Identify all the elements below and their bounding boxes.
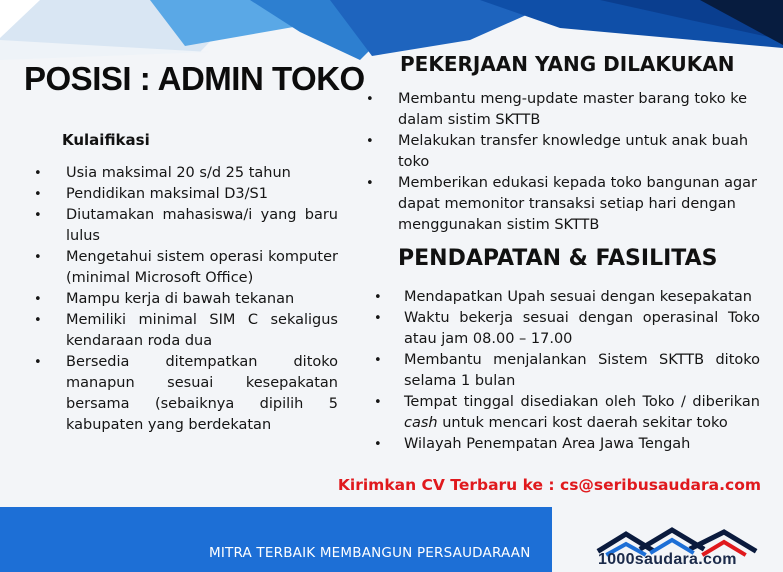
list-item: • Mampu kerja di bawah tekanan [66, 289, 338, 310]
list-item: • Memberikan edukasi kepada toko bangunan agar dapat memonitor transaksi setiap hari dengan menggunakan sistim SKTTB [366, 175, 758, 233]
cv-email-cta: Kirimkan CV Terbaru ke : cs@seribusaudara.com [337, 476, 761, 494]
qualifications-list [34, 163, 338, 436]
bullet-icon: • [34, 313, 42, 328]
italic-text: cash [404, 415, 438, 431]
work-list [366, 89, 758, 236]
bullet-icon: • [374, 290, 382, 305]
bullet-icon: • [34, 355, 42, 370]
list-item: • Diutamakan mahasiswa/i yang baru lulus [34, 207, 338, 244]
work-heading: PEKERJAAN YANG DILAKUKAN [400, 52, 735, 76]
list-item: • Wilayah Penempatan Area Jawa Tengah [404, 434, 760, 455]
income-list [374, 287, 760, 455]
list-item: • Mendapatkan Upah sesuai dengan kesepakatan [404, 287, 760, 308]
bullet-icon: • [34, 292, 42, 307]
bullet-icon: • [366, 176, 374, 191]
list-item: • Membantu meng-update master barang toko ke dalam sistim SKTTB [366, 91, 748, 128]
list-item: • Usia maksimal 20 s/d 25 tahun [66, 163, 338, 184]
list-item: • Melakukan transfer knowledge untuk anak buah toko [366, 133, 749, 170]
list-item: • Bersedia ditempatkan ditoko manapun sesuai kesepakatan bersama (sebaiknya dipilih 5 kabupaten yang berdekatan [34, 354, 338, 433]
bullet-icon: • [374, 437, 382, 452]
list-item: • Pendidikan maksimal D3/S1 [66, 184, 338, 205]
list-item: • Tempat tinggal disediakan oleh Toko / diberikan cash untuk mencari kost daerah sekitar toko [374, 394, 760, 431]
list-item: • Waktu bekerja sesuai dengan operasinal Toko atau jam 08.00 – 17.00 [374, 310, 760, 347]
bullet-icon: • [374, 353, 382, 368]
income-heading: PENDAPATAN & FASILITAS [398, 246, 718, 271]
logo-wordmark: 1000saudara.com [598, 551, 737, 568]
bullet-icon: • [366, 92, 374, 107]
footer-tagline: MITRA TERBAIK MEMBANGUN PERSAUDARAAN [209, 545, 531, 561]
list-item: • Mengetahui sistem operasi komputer (minimal Microsoft Office) [34, 249, 338, 286]
bullet-icon: • [366, 134, 374, 149]
bullet-icon: • [34, 187, 42, 202]
list-item: • Membantu menjalankan Sistem SKTTB ditoko selama 1 bulan [374, 352, 760, 389]
qualifications-heading: Kulaifikasi [62, 131, 150, 149]
bullet-icon: • [374, 311, 382, 326]
page-title: POSISI : ADMIN TOKO [24, 60, 365, 97]
list-item: • Memiliki minimal SIM C sekaligus kendaraan roda dua [34, 312, 338, 349]
bullet-icon: • [34, 250, 42, 265]
bullet-icon: • [34, 166, 42, 181]
bullet-icon: • [34, 208, 42, 223]
bullet-icon: • [374, 395, 382, 410]
